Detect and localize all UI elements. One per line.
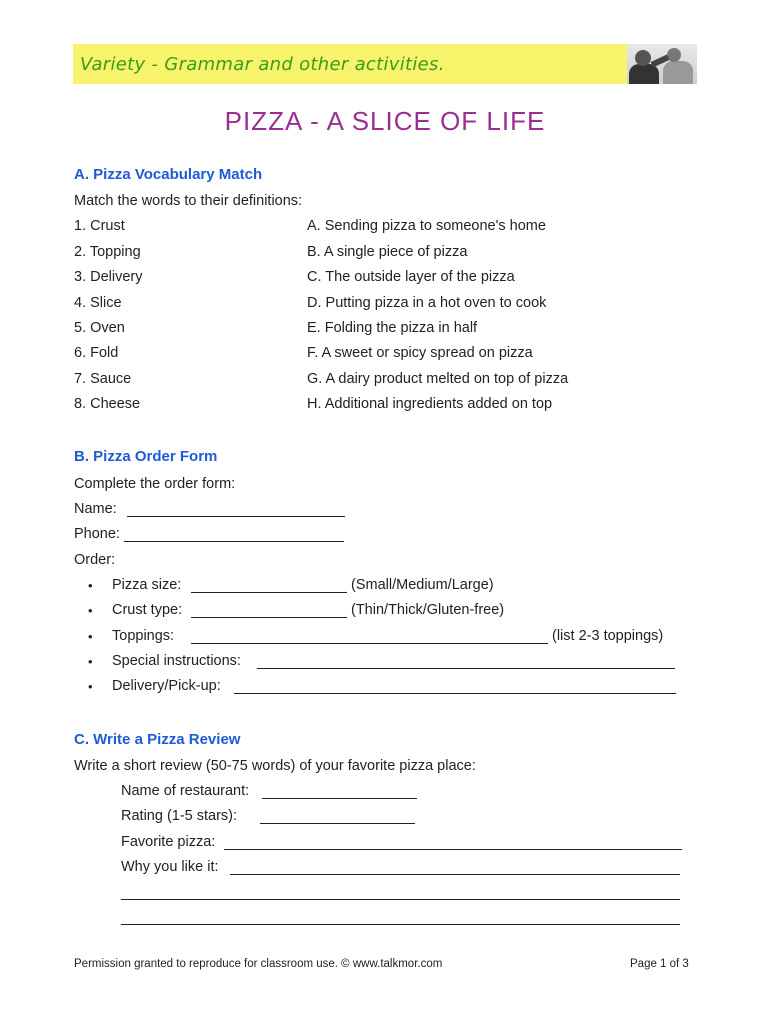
- rating-blank[interactable]: [260, 823, 415, 824]
- word-item: 3. Delivery: [74, 269, 143, 285]
- crust-type-hint: (Thin/Thick/Gluten-free): [351, 602, 505, 618]
- toppings-label: Toppings:: [112, 628, 175, 644]
- review-line[interactable]: [121, 924, 680, 925]
- toppings-hint: (list 2-3 toppings): [552, 628, 664, 644]
- word-item: 6. Fold: [74, 345, 119, 361]
- definition-item: G. A dairy product melted on top of pizza: [307, 371, 569, 387]
- section-c-heading: C. Write a Pizza Review: [74, 731, 241, 748]
- pizza-size-blank[interactable]: [191, 592, 347, 593]
- review-line[interactable]: [121, 899, 680, 900]
- delivery-pickup-label: Delivery/Pick-up:: [112, 678, 221, 694]
- banner-photo: [627, 44, 697, 84]
- special-instructions-label: Special instructions:: [112, 653, 241, 669]
- favorite-pizza-blank[interactable]: [224, 849, 682, 850]
- definition-item: F. A sweet or spicy spread on pizza: [307, 345, 533, 361]
- toppings-blank[interactable]: [191, 643, 548, 644]
- definition-item: E. Folding the pizza in half: [307, 320, 478, 336]
- footer-permission: Permission granted to reproduce for classroom use. © www.talkmor.com: [74, 958, 443, 970]
- bullet: •: [88, 679, 93, 694]
- name-blank[interactable]: [127, 516, 345, 517]
- bullet: •: [88, 654, 93, 669]
- section-a-instruction: Match the words to their definitions:: [74, 193, 303, 209]
- section-b-instruction: Complete the order form:: [74, 476, 236, 492]
- page-number: Page 1 of 3: [630, 958, 689, 970]
- word-item: 7. Sauce: [74, 371, 132, 387]
- pizza-size-hint: (Small/Medium/Large): [351, 577, 494, 593]
- header-banner: [73, 44, 697, 84]
- order-label: Order:: [74, 552, 116, 568]
- phone-blank[interactable]: [124, 541, 344, 542]
- crust-type-blank[interactable]: [191, 617, 347, 618]
- definition-item: A. Sending pizza to someone's home: [307, 218, 546, 234]
- definition-item: B. A single piece of pizza: [307, 244, 468, 260]
- rating-label: Rating (1-5 stars):: [121, 808, 238, 824]
- word-item: 2. Topping: [74, 244, 141, 260]
- banner-text: Variety - Grammar and other activities.: [80, 53, 445, 75]
- word-item: 5. Oven: [74, 320, 125, 336]
- word-item: 1. Crust: [74, 218, 125, 234]
- definition-item: D. Putting pizza in a hot oven to cook: [307, 295, 547, 311]
- section-a-heading: A. Pizza Vocabulary Match: [74, 166, 263, 183]
- section-b-heading: B. Pizza Order Form: [74, 448, 218, 465]
- bullet: •: [88, 603, 93, 618]
- why-blank[interactable]: [230, 874, 680, 875]
- word-item: 8. Cheese: [74, 396, 141, 412]
- definition-item: C. The outside layer of the pizza: [307, 269, 515, 285]
- delivery-pickup-blank[interactable]: [234, 693, 676, 694]
- why-label: Why you like it:: [121, 859, 219, 875]
- definition-item: H. Additional ingredients added on top: [307, 396, 553, 412]
- restaurant-label: Name of restaurant:: [121, 783, 250, 799]
- name-label: Name:: [74, 501, 117, 517]
- section-c-instruction: Write a short review (50-75 words) of your favorite pizza place:: [74, 758, 476, 774]
- restaurant-blank[interactable]: [262, 798, 417, 799]
- favorite-pizza-label: Favorite pizza:: [121, 834, 216, 850]
- special-instructions-blank[interactable]: [257, 668, 675, 669]
- bullet: •: [88, 629, 93, 644]
- phone-label: Phone:: [74, 526, 120, 542]
- bullet: •: [88, 578, 93, 593]
- word-item: 4. Slice: [74, 295, 122, 311]
- pizza-size-label: Pizza size:: [112, 577, 182, 593]
- page-title: PIZZA - A SLICE OF LIFE: [224, 106, 546, 136]
- crust-type-label: Crust type:: [112, 602, 183, 618]
